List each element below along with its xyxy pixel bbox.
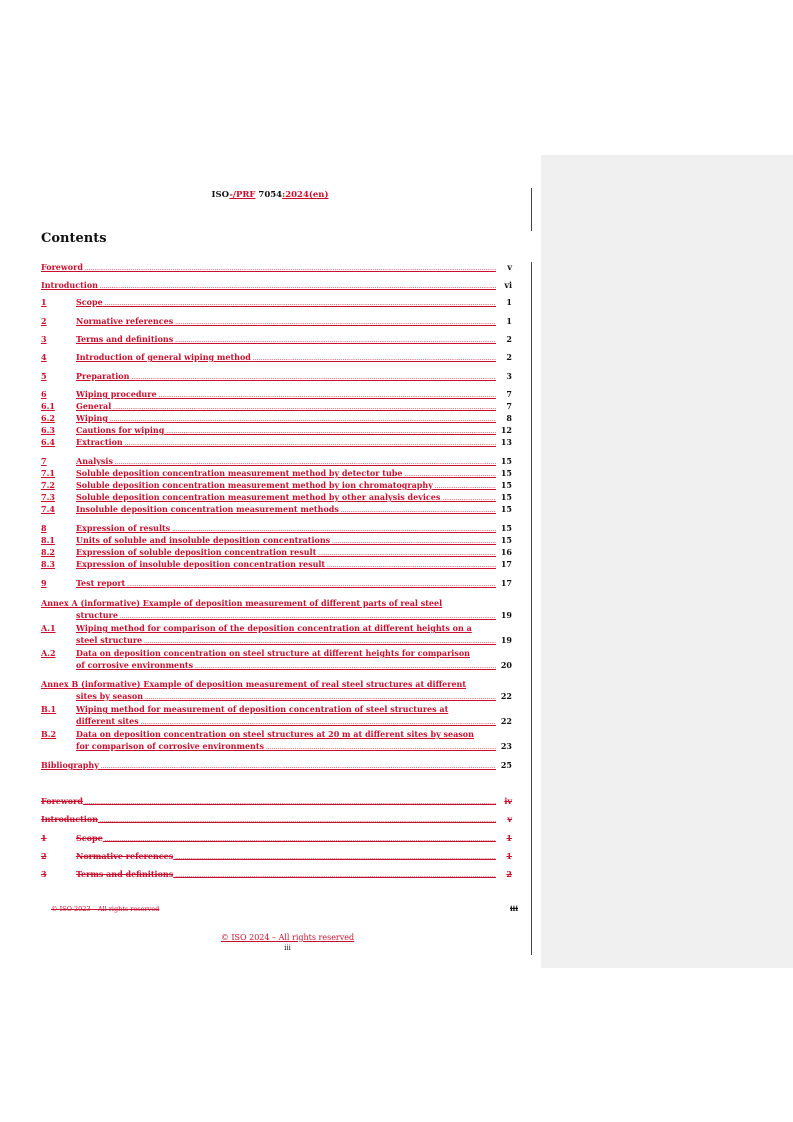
page-header [40, 190, 500, 200]
copyright: © ISO 2024 – All rights reserved [220, 933, 355, 942]
toc-entry[interactable]: B.1 Wiping method for measurement of deposition concentration of steel structures at different sites ..... 22 [41, 705, 512, 727]
toc-entry-annex-a[interactable]: Annex A (informative) Example of deposition measurement of different parts of real steel structure ..... 19 [41, 599, 512, 621]
comment-pane [541, 155, 793, 968]
toc-entry[interactable]: A.1 Wiping method for comparison of the deposition concentration at different heights on a steel structure ..... 19 [41, 624, 512, 646]
old-page-number: iii [510, 904, 518, 913]
toc-entry-annex-b[interactable]: Annex B (informative) Example of deposition measurement of real steel structures at different sites by season ..... 22 [41, 680, 512, 702]
toc-entry[interactable]: B.2 Data on deposition concentration on steel structures at 20 m at different sites by season for comparison of corrosive environments ..... 23 [41, 730, 512, 752]
toc-entry[interactable]: A.2 Data on deposition concentration on steel structure at different heights for comparison of corrosive environments ..... 20 [41, 649, 512, 671]
header-suffix: :2024(en) [282, 190, 329, 200]
page-title: Contents [41, 231, 107, 246]
old-copyright: © ISO 2023 – All rights reserved [51, 905, 160, 913]
change-bar [531, 262, 532, 955]
header-iso: ISO [211, 190, 230, 200]
header-prefix: -/PRF [229, 190, 256, 200]
header-number: 7054 [255, 190, 283, 200]
page-number: iii [284, 944, 291, 952]
change-bar [531, 188, 532, 231]
